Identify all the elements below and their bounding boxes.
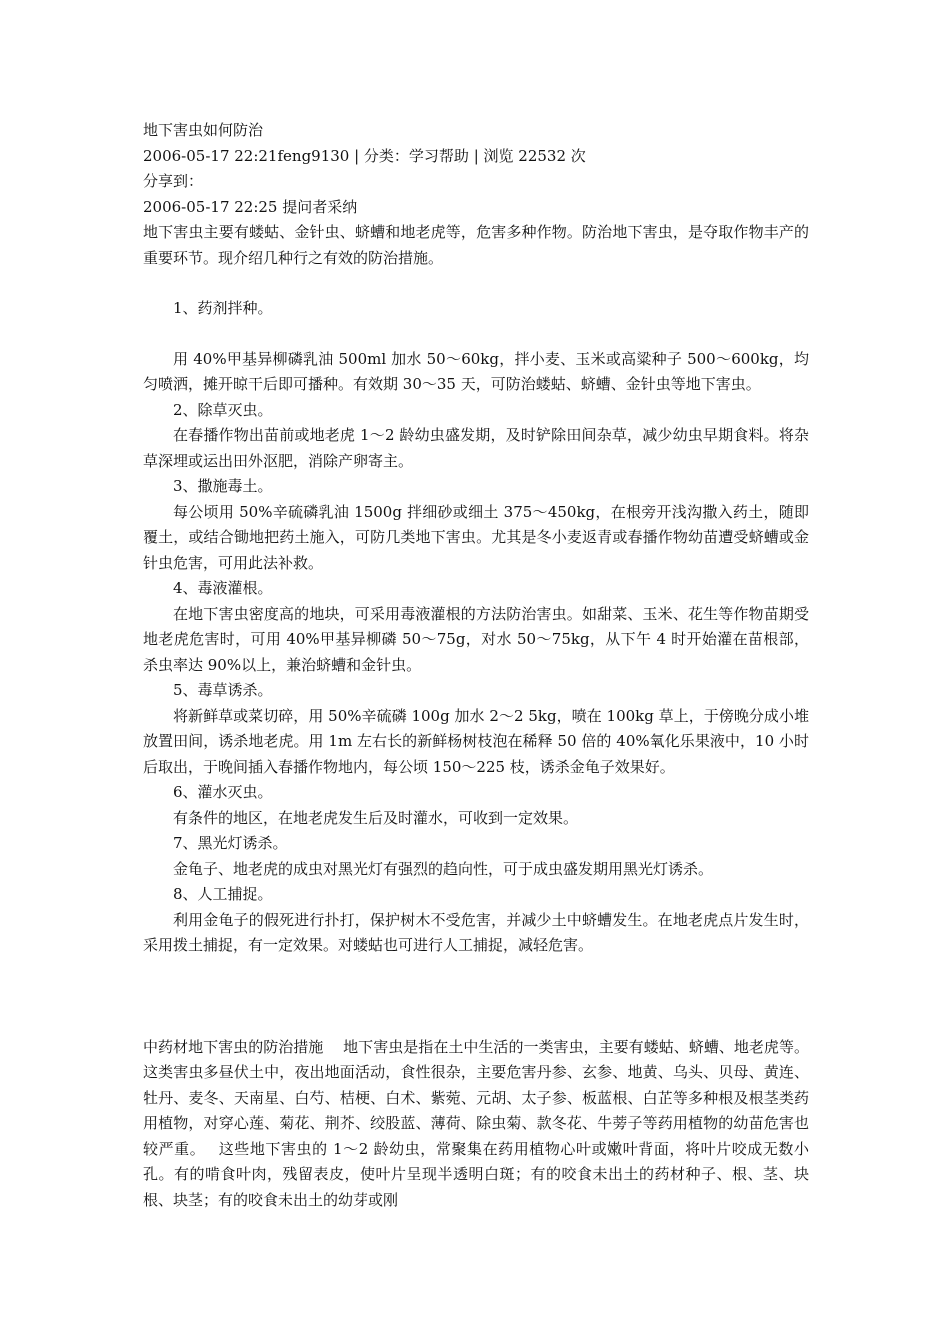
method-text-5: 将新鲜草或菜切碎，用 50%辛硫磷 100g 加水 2～2 5kg，喷在 100kg 草上，于傍晚分成小堆放置田间，诱杀地老虎。用 1m 左右长的新鲜杨树枝泡在稀释 50 倍的 40%氧化乐果液中，10 小时后取出，于晚间插入春播作物地内，每公顷 150～225 枝，诱杀金龟子效果好。 <box>143 706 809 776</box>
method-heading-1: 1、药剂拌种。 <box>173 299 273 317</box>
method-text-3: 每公顷用 50%辛硫磷乳油 1500g 拌细砂或细土 375～450kg，在根旁开浅沟撒入药土，随即覆土，或结合锄地把药土施入，可防几类地下害虫。尤其是冬小麦返青或春播作物幼苗遭受蛴螬或金针虫危害，可用此法补救。 <box>143 502 809 572</box>
article-title: 地下害虫如何防治 <box>143 121 264 139</box>
method-text-1: 用 40%甲基异柳磷乳油 500ml 加水 50～60kg，拌小麦、玉米或高粱种子 500～600kg，均匀喷洒，摊开晾干后即可播种。有效期 30～35 天，可防治蝼蛄、蛴螬、金针虫等地下害虫。 <box>143 349 809 393</box>
method-heading-4: 4、毒液灌根。 <box>173 579 273 597</box>
intro-paragraph: 地下害虫主要有蝼蛄、金针虫、蛴螬和地老虎等，危害多种作物。防治地下害虫，是夺取作物丰产的重要环节。现介绍几种行之有效的防治措施。 <box>143 223 809 267</box>
answer-time: 2006-05-17 22:25 提问者采纳 <box>143 197 358 216</box>
method-text-7: 金龟子、地老虎的成虫对黑光灯有强烈的趋向性，可于成虫盛发期用黑光灯诱杀。 <box>173 859 714 878</box>
spacer <box>143 322 809 347</box>
share-label: 分享到： <box>143 172 204 190</box>
method-heading-6: 6、灌水灭虫。 <box>173 783 273 801</box>
method-heading-8: 8、人工捕捉。 <box>173 885 273 903</box>
method-heading-3: 3、撒施毒土。 <box>173 477 273 495</box>
section-spacer <box>143 959 809 1035</box>
method-text-2: 在春播作物出苗前或地老虎 1～2 龄幼虫盛发期，及时铲除田间杂草，减少幼虫早期食料。将杂草深埋或运出田外沤肥，消除产卵寄主。 <box>143 426 809 470</box>
method-text-4: 在地下害虫密度高的地块，可采用毒液灌根的方法防治害虫。如甜菜、玉米、花生等作物苗期受地老虎危害时，可用 40%甲基异柳磷 50～75g，对水 50～75kg，从下午 4 时开始灌在苗根部，杀虫率达 90%以上，兼治蛴螬和金针虫。 <box>143 604 809 674</box>
method-text-8: 利用金龟子的假死进行扑打，保护树木不受危害，并减少土中蛴螬发生。在地老虎点片发生时，采用拨土捕捉，有一定效果。对蝼蛄也可进行人工捕捉，减轻危害。 <box>143 910 809 954</box>
section2-paragraph: 中药材地下害虫的防治措施 地下害虫是指在土中生活的一类害虫，主要有蝼蛄、蛴螬、地老虎等。这类害虫多昼伏土中，夜出地面活动，食性很杂，主要危害丹参、玄参、地黄、乌头、贝母、黄连、牡丹、麦冬、天南星、白芍、桔梗、白术、紫菀、元胡、太子参、板蓝根、白芷等多种根及根茎类药用植物，对穿心莲、菊花、荆芥、绞股蓝、薄荷、除虫菊、款冬花、牛蒡子等药用植物的幼苗危害也较严重。 这些地下害虫的 1～2 龄幼虫，常聚集在药用植物心叶或嫩叶背面，将叶片咬成无数小孔。有的啃食叶肉，残留表皮，使叶片呈现半透明白斑；有的咬食未出土的药材种子、根、茎、块根、块茎；有的咬食未出土的幼芽或刚 <box>143 1037 809 1209</box>
article-meta: 2006-05-17 22:21feng9130 | 分类：学习帮助 | 浏览 22532 次 <box>143 146 586 165</box>
method-heading-7: 7、黑光灯诱杀。 <box>173 834 288 852</box>
method-heading-2: 2、除草灭虫。 <box>173 400 273 419</box>
method-heading-5: 5、毒草诱杀。 <box>173 681 273 699</box>
method-text-6: 有条件的地区，在地老虎发生后及时灌水，可收到一定效果。 <box>173 808 579 827</box>
document-page <box>143 118 809 1213</box>
spacer <box>143 271 809 296</box>
